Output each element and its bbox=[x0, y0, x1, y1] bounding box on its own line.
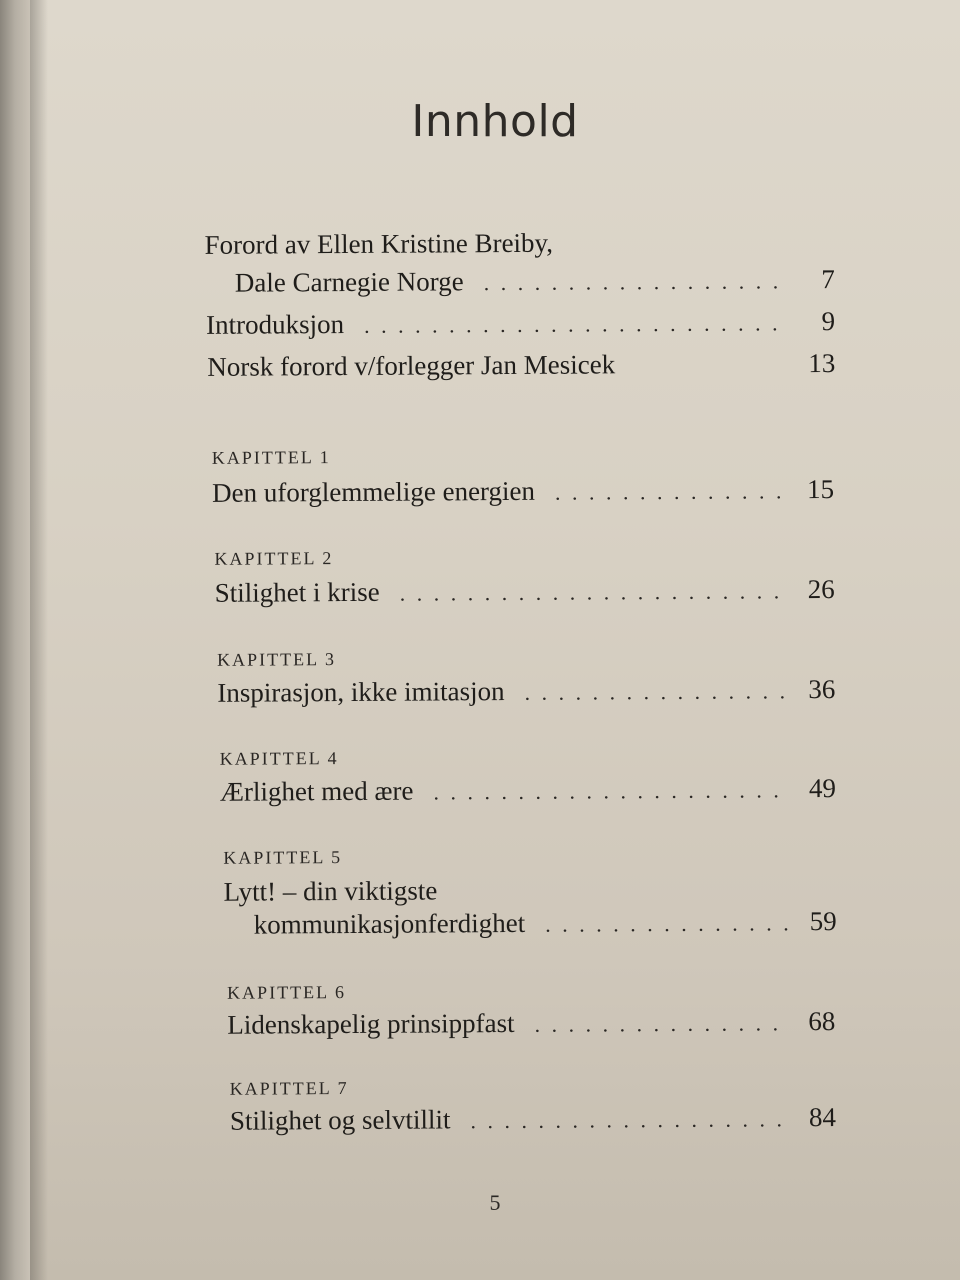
toc-entry-chapter-6 bbox=[227, 1006, 835, 1041]
toc-entry-foreword-line1: Forord av Ellen Kristine Breiby, bbox=[204, 227, 554, 260]
chapter-label: KAPITTEL 2 bbox=[214, 548, 334, 569]
toc-entry-introduction bbox=[206, 306, 835, 341]
toc-entry-norwegian-foreword bbox=[207, 348, 835, 383]
toc-entry-title: Norsk forord v/forlegger Jan Mesicek bbox=[207, 349, 616, 382]
toc-page-number: 7 bbox=[821, 264, 835, 295]
table-of-contents bbox=[30, 0, 960, 1280]
toc-entry-chapter-7 bbox=[230, 1102, 836, 1137]
toc-page-number: 36 bbox=[808, 674, 836, 705]
toc-page-number: 68 bbox=[808, 1006, 836, 1037]
toc-entry-title: Stilighet i krise bbox=[214, 576, 380, 608]
chapter-label: KAPITTEL 5 bbox=[223, 847, 343, 868]
toc-leader-dots bbox=[470, 1106, 788, 1134]
toc-page-number: 13 bbox=[808, 348, 836, 379]
toc-leader-dots bbox=[534, 1010, 787, 1038]
page-title: Innhold bbox=[411, 96, 579, 147]
toc-entry-chapter-4 bbox=[220, 773, 836, 808]
chapter-label: KAPITTEL 1 bbox=[211, 447, 331, 468]
toc-leader-dots bbox=[555, 478, 786, 505]
chapter-label: KAPITTEL 4 bbox=[219, 748, 339, 769]
toc-page-number: 15 bbox=[806, 474, 835, 505]
toc-leader-dots bbox=[433, 777, 788, 805]
toc-entry-chapter-1 bbox=[212, 474, 834, 509]
chapter-label: KAPITTEL 3 bbox=[217, 649, 337, 670]
toc-leader-dots bbox=[400, 578, 787, 606]
toc-entry-title: Lidenskapelig prinsippfast bbox=[227, 1007, 515, 1040]
toc-entry-title: Den uforglemmelige energien bbox=[212, 475, 536, 508]
toc-entry-chapter-2 bbox=[215, 574, 835, 609]
toc-page-number: 26 bbox=[807, 574, 835, 605]
toc-leader-dots bbox=[524, 678, 787, 706]
toc-leader-dots bbox=[545, 910, 789, 937]
toc-entry-title: kommunikasjonferdighet bbox=[253, 907, 526, 940]
chapter-label: KAPITTEL 7 bbox=[229, 1077, 349, 1099]
toc-page-number: 59 bbox=[809, 906, 837, 937]
toc-entry-title: Introduksjon bbox=[205, 309, 345, 340]
toc-entry-chapter-5 bbox=[254, 906, 837, 941]
toc-leader-dots bbox=[364, 310, 787, 339]
toc-entry-chapter-5-line1: Lytt! – din viktigste bbox=[223, 875, 438, 907]
toc-page-number: 9 bbox=[821, 306, 836, 337]
book-page bbox=[30, 0, 960, 1280]
toc-entry-title: Stilighet og selvtillit bbox=[229, 1104, 451, 1136]
book-gutter bbox=[0, 0, 30, 1280]
toc-entry-title: Ærlighet med ære bbox=[219, 775, 414, 807]
toc-page-number: 49 bbox=[808, 773, 837, 804]
toc-entry-title: Dale Carnegie Norge bbox=[234, 266, 464, 298]
toc-entry-title: Inspirasjon, ikke imitasjon bbox=[217, 676, 505, 708]
toc-entry-chapter-3 bbox=[217, 674, 835, 709]
chapter-label: KAPITTEL 6 bbox=[227, 982, 347, 1003]
toc-page-number: 84 bbox=[808, 1102, 837, 1133]
page-number: 5 bbox=[489, 1190, 501, 1215]
toc-leader-dots bbox=[484, 268, 787, 296]
toc-entry-foreword bbox=[235, 264, 835, 299]
